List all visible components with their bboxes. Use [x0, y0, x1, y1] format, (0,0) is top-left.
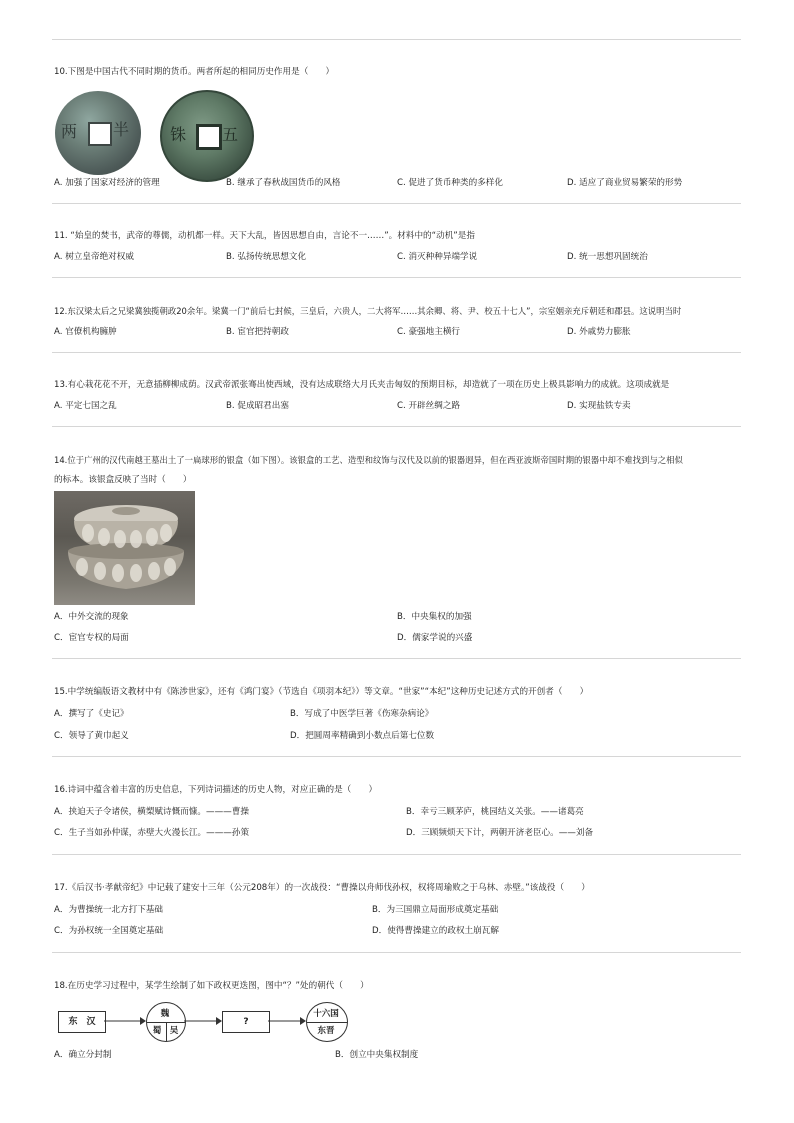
silver-box-image: [54, 491, 195, 605]
divider: [52, 756, 741, 757]
divider: [52, 854, 741, 855]
coin2-right-glyph: 五: [222, 125, 239, 144]
q10-option-a[interactable]: A. 加强了国家对经济的管理: [54, 178, 160, 188]
q12-option-a[interactable]: A. 官僚机构臃肿: [54, 327, 117, 337]
coin2-left-glyph: 铢: [170, 125, 187, 144]
q15-option-b[interactable]: B．写成了中医学巨著《伤寒杂病论》: [290, 709, 434, 719]
coin-wuzhu-image: [160, 90, 254, 182]
q11-option-b[interactable]: B. 弘扬传统思想文化: [226, 252, 307, 262]
q17-option-b[interactable]: B．为三国鼎立局面形成奠定基础: [372, 905, 499, 915]
q12-option-d[interactable]: D. 外戚势力膨胀: [567, 327, 631, 337]
flow-box-donghan: 东 汉: [58, 1011, 106, 1033]
divider: [52, 426, 741, 427]
question-17-stem: 17.《后汉书·孝献帝纪》中记载了建安十三年（公元208年）的一次战役：“曹操以舟师伐孙权，权将周瑜败之于乌林、赤壁。”该战役（ ）: [54, 883, 590, 893]
q11-option-d[interactable]: D. 统一思想巩固统治: [567, 252, 648, 262]
q14-option-c[interactable]: C．宦官专权的局面: [54, 633, 129, 643]
q12-option-b[interactable]: B. 宦官把持朝政: [226, 327, 289, 337]
q13-option-b[interactable]: B. 促成昭君出塞: [226, 401, 289, 411]
flow-box-unknown: ?: [222, 1011, 270, 1033]
coin1-left-glyph: 两: [61, 122, 78, 141]
divider: [52, 39, 741, 40]
arrow-icon: [184, 1015, 222, 1027]
q10-option-c[interactable]: C. 促进了货币种类的多样化: [397, 178, 503, 188]
coin1-right-glyph: 半: [113, 120, 130, 139]
q11-option-c[interactable]: C. 消灭种种异端学说: [397, 252, 478, 262]
arrow-icon: [104, 1015, 146, 1027]
circle-label-wei: 魏: [160, 1009, 170, 1019]
circle-label-shiliuguo: 十六国: [313, 1009, 339, 1019]
question-14-stem-line2: 的标本。该银盒反映了当时（ ）: [54, 475, 192, 485]
q13-option-d[interactable]: D. 实现盐铁专卖: [567, 401, 631, 411]
silver-box-drawing: [54, 491, 195, 605]
q17-option-d[interactable]: D．使得曹操建立的政权土崩瓦解: [372, 926, 499, 936]
q10-option-b[interactable]: B. 继承了春秋战国货币的风格: [226, 178, 341, 188]
question-11-stem: 11. “始皇的焚书，武帝的尊儒，动机都一样。天下大乱，皆因思想自由，言论不一……”。材料中的“动机”是指: [54, 231, 475, 241]
q18-option-a[interactable]: A．确立分封制: [54, 1050, 112, 1060]
question-12-stem: 12.东汉梁太后之兄梁冀独揽朝政20余年。梁冀一门“前后七封候，三皇后，六贵人，二大将军……其余卿、将、尹、校五十七人”，宗室姻亲充斥朝廷和郡县。这说明当时: [54, 306, 682, 316]
q14-option-d[interactable]: D．儒家学说的兴盛: [397, 633, 473, 643]
question-14-stem-line1: 14.位于广州的汉代南越王墓出土了一扁球形的银盒（如下图）。该银盒的工艺、造型和纹饰与汉代及以前的银器迥异，但在西亚波斯帝国时期的银器中却不难找到与之相似: [54, 455, 683, 465]
question-16-stem: 16.诗词中蕴含着丰富的历史信息，下列诗词描述的历史人物，对应正确的是（ ）: [54, 785, 378, 795]
q16-option-c[interactable]: C．生子当如孙仲谋，赤壁大火漫长江。———孙策: [54, 828, 250, 838]
divider: [52, 352, 741, 353]
divider: [52, 658, 741, 659]
divider: [52, 952, 741, 953]
q16-option-b[interactable]: B．幸亏三顾茅庐，桃园结义关张。——诸葛亮: [406, 807, 584, 817]
question-13-stem: 13.有心栽花花不开，无意插柳柳成荫。汉武帝派张骞出使西域，没有达成联络大月氏夹击匈奴的预期目标，却造就了一项在历史上极具影响力的成就。这项成就是: [54, 380, 670, 390]
q17-option-c[interactable]: C．为孙权统一全国奠定基础: [54, 926, 164, 936]
question-15-stem: 15.中学统编版语文教材中有《陈涉世家》，还有《鸿门宴》（节选自《项羽本纪》）等文章。“世家”“本纪”这种历史记述方式的开创者（ ）: [54, 687, 589, 697]
q14-option-a[interactable]: A．中外交流的现象: [54, 612, 129, 622]
circle-label-dongjin: 东晋: [317, 1026, 335, 1036]
q13-option-c[interactable]: C. 开辟丝绸之路: [397, 401, 461, 411]
question-10-stem: 10.下图是中国古代不同时期的货币。两者所起的相同历史作用是（ ）: [54, 67, 335, 77]
q16-option-d[interactable]: D．三顾频烦天下计，两朝开济老臣心。——刘备: [406, 828, 594, 838]
q16-option-a[interactable]: A．挟迫天子令诸侯，横槊赋诗慨而慷。———曹操: [54, 807, 249, 817]
q13-option-a[interactable]: A. 平定七国之乱: [54, 401, 117, 411]
q10-option-d[interactable]: D. 适应了商业贸易繁荣的形势: [567, 178, 683, 188]
coin-banliang-image: [55, 91, 141, 175]
q15-option-c[interactable]: C．领导了黄巾起义: [54, 731, 129, 741]
divider: [52, 203, 741, 204]
divider: [52, 277, 741, 278]
circle-label-wu: 吴: [169, 1026, 179, 1036]
q12-option-c[interactable]: C. 豪强地主横行: [397, 327, 461, 337]
q18-option-b[interactable]: B．创立中央集权制度: [335, 1050, 419, 1060]
q15-option-a[interactable]: A．撰写了《史记》: [54, 709, 129, 719]
circle-label-shu: 蜀: [152, 1026, 162, 1036]
question-18-stem: 18.在历史学习过程中，某学生绘制了如下政权更迭图，图中“？”处的朝代（ ）: [54, 981, 369, 991]
q11-option-a[interactable]: A. 树立皇帝绝对权威: [54, 252, 134, 262]
q17-option-a[interactable]: A．为曹操统一北方打下基础: [54, 905, 164, 915]
q15-option-d[interactable]: D．把圆周率精确到小数点后第七位数: [290, 731, 435, 741]
arrow-icon: [268, 1015, 306, 1027]
q14-option-b[interactable]: B．中央集权的加强: [397, 612, 472, 622]
